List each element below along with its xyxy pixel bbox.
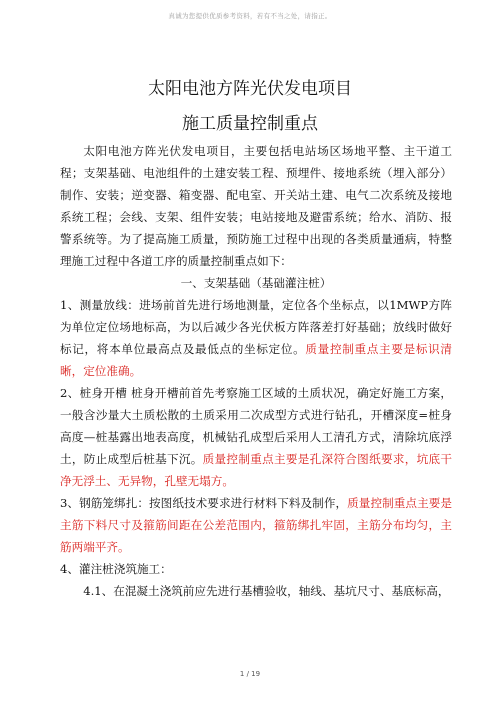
item-paragraph-3 [60,492,452,558]
page-number: 1 / 19 [239,670,261,678]
document-body [60,140,452,602]
item-paragraph-2 [60,382,452,492]
item-4-1-paragraph: 4.1、在混凝土浇筑前应先进行基槽验收，轴线、基坑尺寸、基底标高， [83,584,450,598]
item-text: 1、测量放线：进场前首先进行场地测量，定位各个坐标点，以1MWP方阵为单位定位场地标高，为以后减少各光伏板方阵落差打好基础；放线时做好标记，将本单位最高点及最低点的坐标定位。 [60,298,452,356]
item-text: 3、钢筋笼绑扎：按图纸技术要求进行材料下料及制作， [60,496,348,510]
document-title: 太阳电池方阵光伏发电项目 [148,79,352,99]
item-4-heading: 4、灌注桩浇筑施工： [60,562,172,576]
document-subtitle: 施工质量控制重点 [182,114,318,134]
quality-highlight: 质量控制重点主要是主筋下料尺寸及箍筋间距在公差范围内，箍筋绑扎牢固，主筋分布均匀，主筋两端平齐。 [60,496,452,554]
header-note: 真诚为您提供优质参考资料，若有不当之处，请指正。 [168,12,332,20]
section-heading: 一、支架基础（基础灌注桩） [180,276,332,290]
quality-highlight: 质量控制重点主要是标识清晰，定位准确。 [60,342,452,378]
item-text: 2、桩身开槽 桩身开槽前首先考察施工区域的土质状况，确定好施工方案，一般含沙量大土质松散的土质采用二次成型方式进行钻孔，开槽深度=桩身高度—桩基露出地表高度，机械钻孔成型后采用人工清孔方式，清除坑底浮土，防止成型后桩基下沉。 [60,386,452,466]
quality-highlight: 质量控制重点主要是孔深符合图纸要求，坑底干净无浮土、无异物，孔壁无塌方。 [60,452,452,488]
intro-paragraph: 太阳电池方阵光伏发电项目，主要包括电站场区场地平整、主干道工程；支架基础、电池组件的土建安装工程、预埋件、接地系统（埋入部分）制作、安装；逆变器、箱变器、配电室、开关站土建、电气二次系统及接地系统工程；会线、支架、组件安装；电站接地及避雷系统；给水、消防、报警系统等。为了提高施工质量，预防施工过程中出现的各类质量通病，特整理施工过程中各道工序的质量控制重点如下： [60,144,452,268]
item-paragraph-1 [60,294,452,382]
